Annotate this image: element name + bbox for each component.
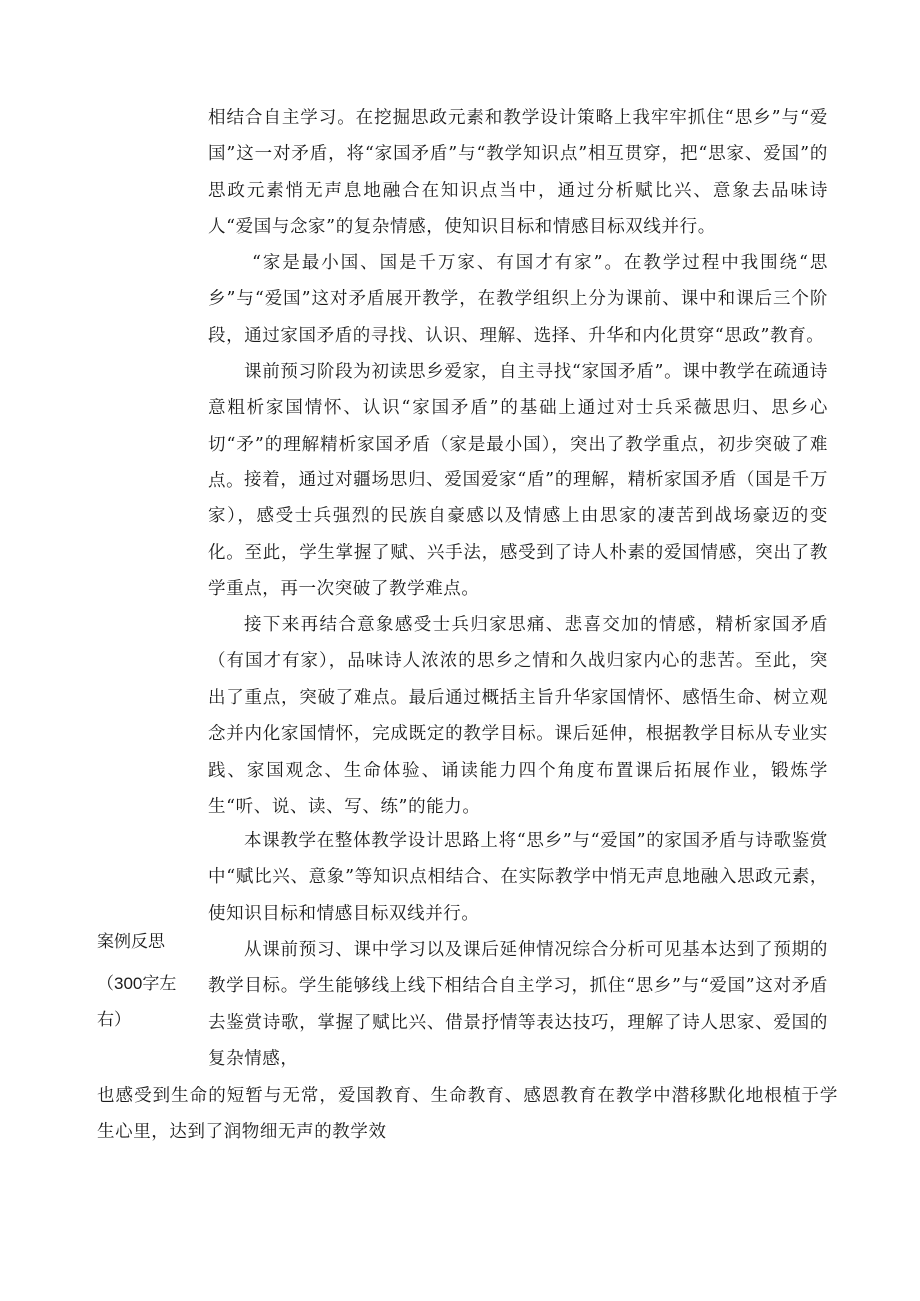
- reflection-text-part-1: 从课前预习、课中学习以及课后延伸情况综合分析可见基本达到了预期的教学目标。学生能够线上线下相结合自主学习，抓住“思乡”与“爱国”这对矛盾去鉴赏诗歌，掌握了赋比兴、借景抒情等表达技巧，理解了诗人思家、爱国的复杂情感，: [208, 940, 828, 1070]
- paragraph-6: 本课教学在整体教学设计思路上将“思乡”与“爱国”的家国矛盾与诗歌鉴赏中“赋比兴、意象”等知识点相结合、在实际教学中悄无声息地融入思政元素，使知识目标和情感目标双线并行。: [208, 831, 828, 924]
- reflection-label-line-1: 案例反思: [97, 932, 165, 951]
- reflection-text-part-2: 也感受到生命的短暂与无常，爱国教育、生命教育、感恩教育在教学中潜移默化地根植于学生心里，达到了润物细无声的教学效: [97, 1085, 838, 1143]
- paragraph-1: 相结合自主学习。在挖掘思政元素和教学设计策略上我牢牢抓住“思乡”与“爱国”这一对矛盾，将“家国矛盾”与“教学知识点”相互贯穿，把“思家、爱国”的思政元素悄无声息地融合在知识点当中，通过分析赋比兴、意象去品味诗人“爱国与念家”的复杂情感，使知识目标和情感目标双线并行。: [208, 108, 828, 238]
- reflection-label: [97, 924, 176, 1038]
- reflection-label-line-2: （300字左: [97, 974, 177, 993]
- paragraph-4: 接着，通过对疆场思归、爱国爱家“盾”的理解，精析家国矛盾（国是千万家），感受士兵强烈的民族自豪感以及情感上由思家的凄苦到战场豪迈的变化。至此，学生掌握了赋、兴手法，感受到了诗人朴素的爱国情感，突出了教学重点，再一次突破了教学难点。: [208, 470, 828, 600]
- paragraph-3: 课前预习阶段为初读思乡爱家，自主寻找“家国矛盾”。课中教学在疏通诗意粗析家国情怀、认识“家国矛盾”的基础上通过对士兵采薇思归、思乡心切“矛”的理解精析家国矛盾（家是最小国），突出了教学重点，初步突破了难点。: [208, 362, 828, 492]
- paragraph-2: “家是最小国、国是千万家、有国才有家”。在教学过程中我围绕“思乡”与“爱国”这对矛盾展开教学，在教学组织上分为课前、课中和课后三个阶段，通过家国矛盾的寻找、认识、理解、选择、升华和内化贯穿“思政”教育。: [208, 253, 828, 346]
- reflection-label-line-3: 右）: [97, 1010, 131, 1029]
- paragraph-5: 接下来再结合意象感受士兵归家思痛、悲喜交加的情感，精析家国矛盾（有国才有家），品味诗人浓浓的思乡之情和久战归家内心的悲苦。至此，突出了重点，突破了难点。最后通过概括主旨升华家国情怀、感悟生命、树立观念并内化家国情怀，完成既定的教学目标。课后延伸，根据教学目标从专业实践、家国观念、生命体验、诵读能力四个角度布置课后拓展作业，锻炼学生“听、说、读、写、练”的能力。: [208, 615, 828, 818]
